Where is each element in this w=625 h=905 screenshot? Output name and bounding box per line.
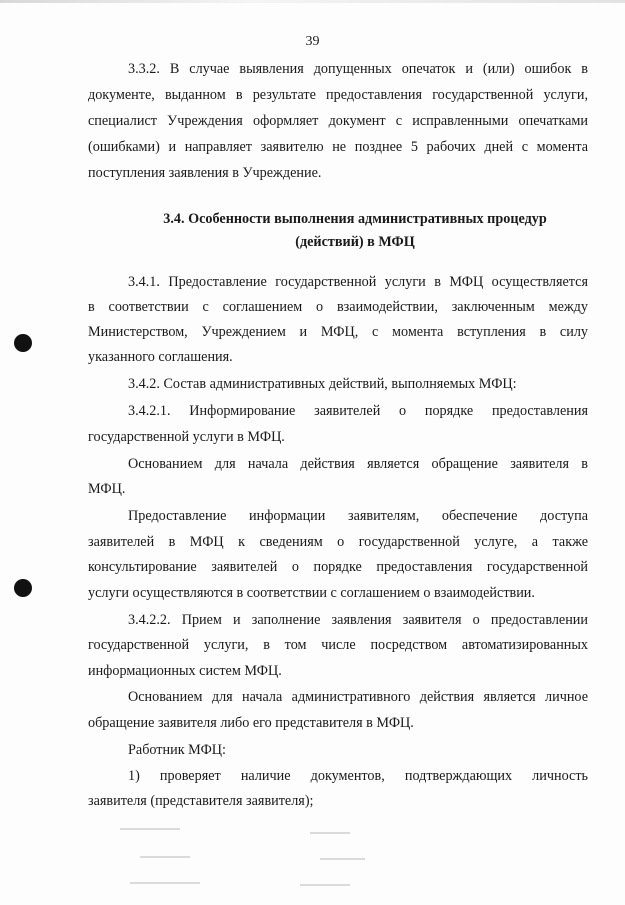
item-1-line-2: заявителя (представителя заявителя); <box>88 793 314 809</box>
page-number: 39 <box>305 34 320 49</box>
punch-hole-bottom <box>14 579 32 597</box>
paragraph-3-4-1-line-4: указанного соглашения. <box>88 349 233 365</box>
scan-edge <box>0 0 625 3</box>
paragraph-3-4-2-2-line-1: 3.4.2.2. Прием и заполнение заявления заявителя о предоставлении <box>128 612 588 628</box>
paragraph-3-3-2-line-5: поступления заявления в Учреждение. <box>88 165 322 181</box>
basis-1-line-2: МФЦ. <box>88 481 126 497</box>
paragraph-3-4-2-1-line-2: государственной услуги в МФЦ. <box>88 429 285 445</box>
basis-2-line-2: обращение заявителя либо его представителя в МФЦ. <box>88 715 414 731</box>
basis-1-line-1: Основанием для начала действия является обращение заявителя в <box>128 456 588 472</box>
paragraph-3-3-2-line-2: документе, выданном в результате предоставления государственной услуги, <box>88 87 588 103</box>
scan-speck <box>300 884 350 886</box>
scan-speck <box>120 828 180 830</box>
paragraph-3-4-1-line-3: Министерством, Учреждением и МФЦ, с момента вступления в силу <box>88 324 588 340</box>
paragraph-3-3-2-line-1: 3.3.2. В случае выявления допущенных опечаток и (или) ошибок в <box>128 61 588 77</box>
scan-speck <box>140 856 190 858</box>
info-paragraph-line-3: консультирование заявителей о порядке предоставления государственной <box>88 559 588 575</box>
paragraph-3-4-1-line-1: 3.4.1. Предоставление государственной услуги в МФЦ осуществляется <box>128 274 588 290</box>
scan-speck <box>310 832 350 834</box>
paragraph-3-3-2-line-3: специалист Учреждения оформляет документ с исправленными опечатками <box>88 113 588 129</box>
scan-speck <box>130 882 200 884</box>
punch-hole-top <box>14 334 32 352</box>
basis-2-line-1: Основанием для начала административного действия является личное <box>128 689 588 705</box>
paragraph-3-4-2: 3.4.2. Состав административных действий, выполняемых МФЦ: <box>128 376 517 392</box>
paragraph-3-4-2-1-line-1: 3.4.2.1. Информирование заявителей о порядке предоставления <box>128 403 588 419</box>
section-heading-line-2: (действий) в МФЦ <box>295 234 415 250</box>
paragraph-3-4-2-2-line-3: информационных систем МФЦ. <box>88 663 282 679</box>
scan-speck <box>320 858 365 860</box>
worker-label: Работник МФЦ: <box>128 742 226 758</box>
info-paragraph-line-2: заявителей в МФЦ к сведениям о государственной услуге, а также <box>88 534 588 550</box>
info-paragraph-line-1: Предоставление информации заявителям, обеспечение доступа <box>128 508 588 524</box>
info-paragraph-line-4: услуги осуществляются в соответствии с соглашением о взаимодействии. <box>88 585 535 601</box>
item-1-line-1: 1) проверяет наличие документов, подтверждающих личность <box>128 768 588 784</box>
paragraph-3-3-2-line-4: (ошибками) и направляет заявителю не позднее 5 рабочих дней с момента <box>88 139 588 155</box>
paragraph-3-4-1-line-2: в соответствии с соглашением о взаимодействии, заключенным между <box>88 299 588 315</box>
section-heading-line-1: 3.4. Особенности выполнения административных процедур <box>163 211 547 227</box>
paragraph-3-4-2-2-line-2: государственной услуги, в том числе посредством автоматизированных <box>88 637 588 653</box>
